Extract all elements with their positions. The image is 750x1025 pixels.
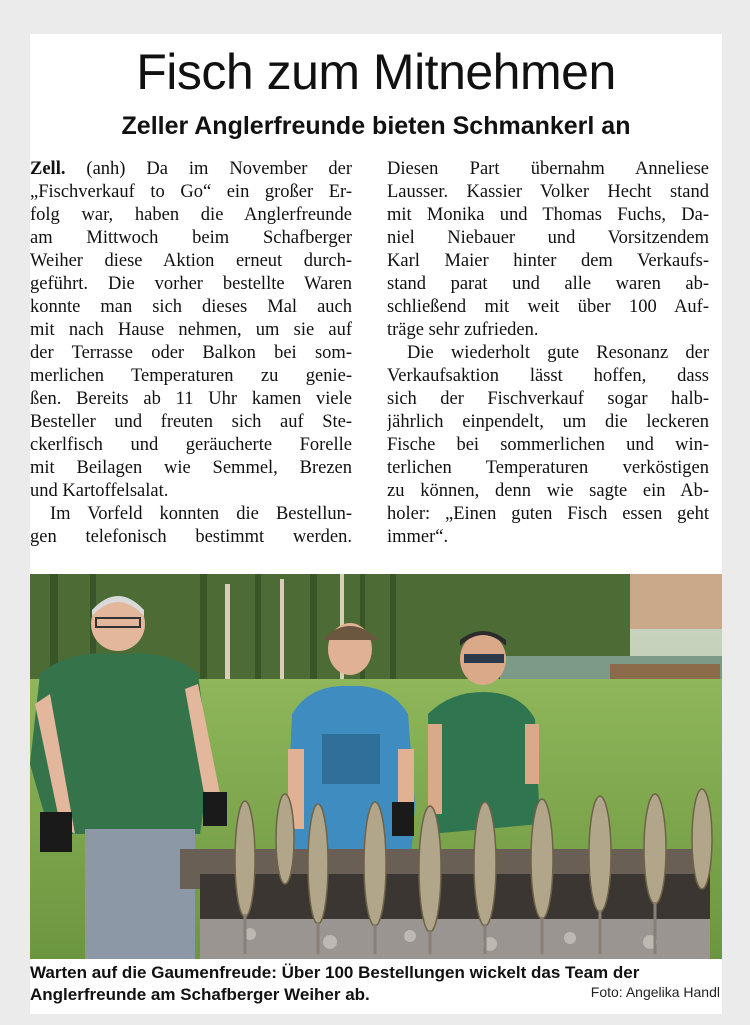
text-line: Verkaufsaktion lässt hoffen, dass xyxy=(387,366,709,386)
caption-line: Anglerfreunde am Schafberger Weiher ab. xyxy=(30,985,370,1004)
text-line: Fische bei sommerlichen und win- xyxy=(387,435,709,455)
text-line: Zell. (anh) Da im November der xyxy=(30,159,352,179)
text-line: am Mittwoch beim Schafberger xyxy=(30,228,352,248)
text-line: zu können, denn wie sagte ein Ab- xyxy=(387,481,709,501)
photo-illustration xyxy=(30,574,722,959)
text-line: jährlich einpendelt, um die leckeren xyxy=(387,412,709,432)
text-line: ckerlfisch und geräucherte Forelle xyxy=(30,435,352,455)
text-line: Die wiederholt gute Resonanz der xyxy=(407,343,709,363)
text-line: träge sehr zufrieden. xyxy=(387,320,539,340)
text-line: geführt. Die vorher bestellte Waren xyxy=(30,274,352,294)
text-line: ßen. Bereits ab 11 Uhr kamen viele xyxy=(30,389,352,409)
text-line: immer“. xyxy=(387,527,449,547)
article-column-left xyxy=(30,158,352,549)
charcoal xyxy=(200,919,710,959)
dateline: Zell. xyxy=(30,159,66,179)
text-line: merlichen Temperaturen zu genie- xyxy=(30,366,352,386)
subheadline: Zeller Anglerfreunde bieten Schmankerl an xyxy=(121,112,631,140)
newspaper-clipping xyxy=(30,34,722,1014)
text-line: Weiher diese Aktion erneut durch- xyxy=(30,251,352,271)
text-line: mit Monika und Thomas Fuchs, Da- xyxy=(387,205,709,225)
text-line: gen telefonisch bestimmt werden. xyxy=(30,527,352,547)
text-line: Besteller und freuten sich auf Ste- xyxy=(30,412,352,432)
text-line: konnte man sich dieses Mal auch xyxy=(30,297,352,317)
text-line: mit nach Hause nehmen, um sie auf xyxy=(30,320,352,340)
text-line: stand parat und alle waren ab- xyxy=(387,274,709,294)
text-line: schließend mit weit über 100 Auf- xyxy=(387,297,709,317)
field-patch xyxy=(630,574,722,629)
text-line: „Fischverkauf to Go“ ein großer Er- xyxy=(30,182,352,202)
text-line: Im Vorfeld konnten die Bestellun- xyxy=(50,504,352,524)
text-line: Lausser. Kassier Volker Hecht stand xyxy=(387,182,709,202)
text-line: und Kartoffelsalat. xyxy=(30,481,169,501)
photo-credit: Foto: Angelika Handl xyxy=(590,984,720,1000)
text-line: mit Beilagen wie Semmel, Brezen xyxy=(30,458,352,478)
text-line: Diesen Part übernahm Anneliese xyxy=(387,159,709,179)
news-photo xyxy=(30,574,722,959)
text-line: holer: „Einen guten Fisch essen geht xyxy=(387,504,709,524)
headline: Fisch zum Mitnehmen xyxy=(136,44,616,100)
text-line: sich der Fischverkauf sogar halb- xyxy=(387,389,709,409)
text-line: der Terrasse oder Balkon bei som- xyxy=(30,343,352,363)
article-column-right xyxy=(387,158,709,549)
text-line: niel Niebauer und Vorsitzendem xyxy=(387,228,709,248)
text-line: terlichen Temperaturen verköstigen xyxy=(387,458,709,478)
text-line: Karl Maier hinter dem Verkaufs- xyxy=(387,251,709,271)
text-line: folg war, haben die Anglerfreunde xyxy=(30,205,352,225)
caption-line: Warten auf die Gaumenfreude: Über 100 Bestellungen wickelt das Team der xyxy=(30,963,640,982)
